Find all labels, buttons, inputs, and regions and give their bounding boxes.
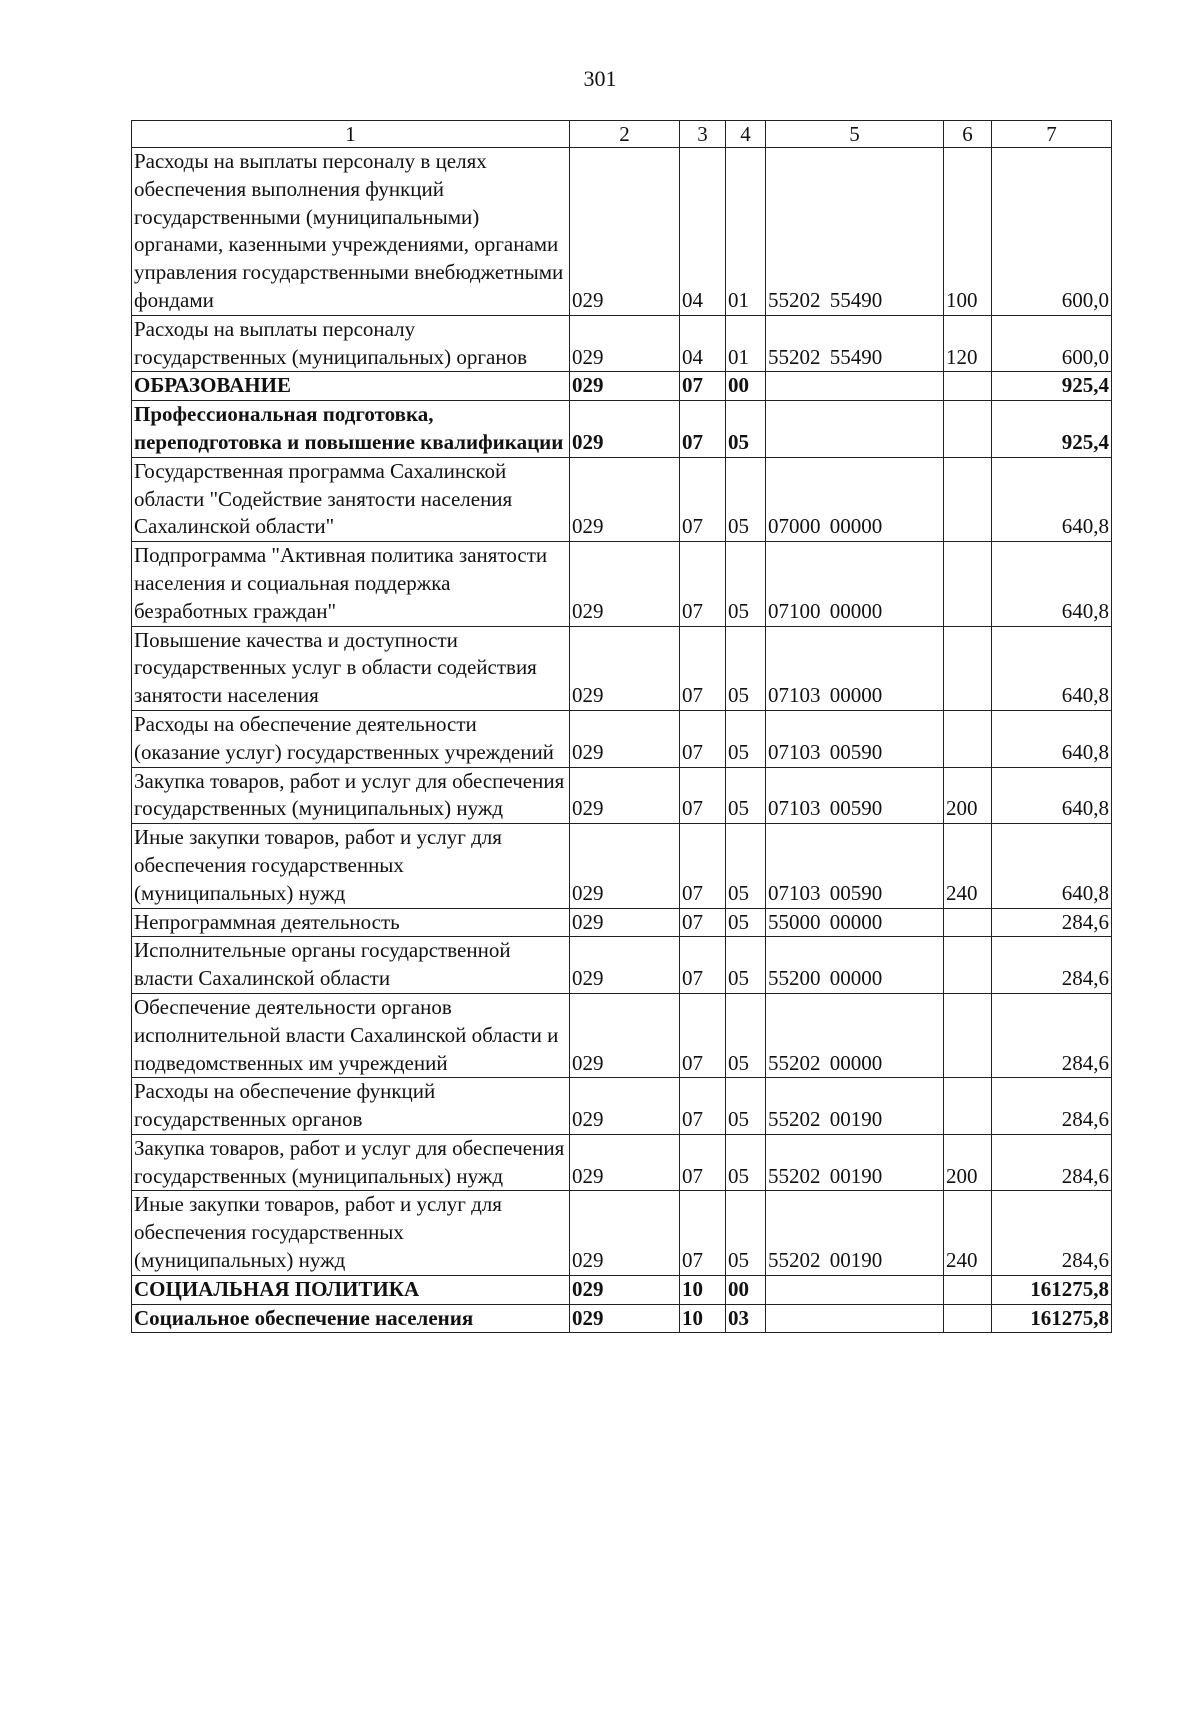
ministry-code-cell: 029 <box>570 1191 680 1275</box>
row-name-cell: Иные закупки товаров, работ и услуг для обеспечения государственных (муниципальных) нужд <box>132 1191 570 1275</box>
expense-type-cell: 240 <box>944 824 992 908</box>
target-article-cell: 07103 00590 <box>766 710 944 767</box>
expense-type-cell: 100 <box>944 148 992 316</box>
table-row <box>132 1304 1112 1333</box>
expense-type-cell <box>944 626 992 710</box>
budget-table <box>131 120 1112 1333</box>
section-cell: 07 <box>680 1191 726 1275</box>
target-article-cell: 55202 55490 <box>766 315 944 372</box>
amount-cell: 640,8 <box>992 542 1112 626</box>
section-cell: 10 <box>680 1304 726 1333</box>
section-cell: 07 <box>680 908 726 937</box>
ministry-code-cell: 029 <box>570 908 680 937</box>
target-article-cell <box>766 401 944 458</box>
section-cell: 07 <box>680 824 726 908</box>
column-header: 4 <box>726 121 766 148</box>
subsection-cell: 03 <box>726 1304 766 1333</box>
expense-type-cell <box>944 908 992 937</box>
subsection-cell: 01 <box>726 148 766 316</box>
target-article-cell: 55202 00190 <box>766 1191 944 1275</box>
subsection-cell: 05 <box>726 457 766 541</box>
target-article-cell: 07103 00590 <box>766 767 944 824</box>
target-article-cell: 55200 00000 <box>766 937 944 994</box>
column-header: 7 <box>992 121 1112 148</box>
amount-cell: 640,8 <box>992 710 1112 767</box>
table-row <box>132 1275 1112 1304</box>
target-article-cell: 07000 00000 <box>766 457 944 541</box>
expense-type-cell <box>944 372 992 401</box>
section-cell: 10 <box>680 1275 726 1304</box>
section-cell: 07 <box>680 401 726 458</box>
subsection-cell: 00 <box>726 372 766 401</box>
expense-type-cell <box>944 937 992 994</box>
section-cell: 07 <box>680 767 726 824</box>
ministry-code-cell: 029 <box>570 993 680 1077</box>
row-name-cell: Расходы на обеспечение функций государственных органов <box>132 1078 570 1135</box>
table-row <box>132 401 1112 458</box>
row-name-cell: Государственная программа Сахалинской области "Содействие занятости населения Сахалинской области" <box>132 457 570 541</box>
amount-cell: 284,6 <box>992 1134 1112 1191</box>
row-name-cell: СОЦИАЛЬНАЯ ПОЛИТИКА <box>132 1275 570 1304</box>
expense-type-cell <box>944 1304 992 1333</box>
row-name-cell: Закупка товаров, работ и услуг для обеспечения государственных (муниципальных) нужд <box>132 1134 570 1191</box>
table-row <box>132 824 1112 908</box>
ministry-code-cell: 029 <box>570 372 680 401</box>
table-row <box>132 626 1112 710</box>
subsection-cell: 05 <box>726 824 766 908</box>
table-row <box>132 148 1112 316</box>
section-cell: 04 <box>680 148 726 316</box>
subsection-cell: 05 <box>726 401 766 458</box>
expense-type-cell <box>944 1275 992 1304</box>
subsection-cell: 05 <box>726 626 766 710</box>
table-row <box>132 315 1112 372</box>
amount-cell: 161275,8 <box>992 1275 1112 1304</box>
section-cell: 07 <box>680 1134 726 1191</box>
table-row <box>132 1078 1112 1135</box>
page-number: 301 <box>583 66 617 91</box>
target-article-cell: 07100 00000 <box>766 542 944 626</box>
row-name-cell: Обеспечение деятельности органов исполнительной власти Сахалинской области и подведомственных им учреждений <box>132 993 570 1077</box>
section-cell: 07 <box>680 626 726 710</box>
subsection-cell: 05 <box>726 710 766 767</box>
expense-type-cell <box>944 993 992 1077</box>
amount-cell: 284,6 <box>992 1078 1112 1135</box>
ministry-code-cell: 029 <box>570 1275 680 1304</box>
section-cell: 07 <box>680 710 726 767</box>
subsection-cell: 05 <box>726 542 766 626</box>
ministry-code-cell: 029 <box>570 401 680 458</box>
column-header: 6 <box>944 121 992 148</box>
table-row <box>132 372 1112 401</box>
expense-type-cell <box>944 1078 992 1135</box>
target-article-cell: 07103 00590 <box>766 824 944 908</box>
amount-cell: 161275,8 <box>992 1304 1112 1333</box>
ministry-code-cell: 029 <box>570 148 680 316</box>
row-name-cell: Закупка товаров, работ и услуг для обеспечения государственных (муниципальных) нужд <box>132 767 570 824</box>
column-header: 5 <box>766 121 944 148</box>
section-cell: 07 <box>680 457 726 541</box>
row-name-cell: Расходы на обеспечение деятельности (оказание услуг) государственных учреждений <box>132 710 570 767</box>
ministry-code-cell: 029 <box>570 1304 680 1333</box>
ministry-code-cell: 029 <box>570 1134 680 1191</box>
subsection-cell: 00 <box>726 1275 766 1304</box>
row-name-cell: ОБРАЗОВАНИЕ <box>132 372 570 401</box>
subsection-cell: 01 <box>726 315 766 372</box>
amount-cell: 640,8 <box>992 626 1112 710</box>
ministry-code-cell: 029 <box>570 937 680 994</box>
row-name-cell: Расходы на выплаты персоналу государственных (муниципальных) органов <box>132 315 570 372</box>
target-article-cell: 55202 00190 <box>766 1134 944 1191</box>
amount-cell: 284,6 <box>992 1191 1112 1275</box>
row-name-cell: Профессиональная подготовка, переподготовка и повышение квалификации <box>132 401 570 458</box>
ministry-code-cell: 029 <box>570 315 680 372</box>
column-header: 3 <box>680 121 726 148</box>
table-row <box>132 993 1112 1077</box>
section-cell: 04 <box>680 315 726 372</box>
target-article-cell <box>766 1275 944 1304</box>
table-row <box>132 710 1112 767</box>
target-article-cell: 07103 00000 <box>766 626 944 710</box>
subsection-cell: 05 <box>726 1134 766 1191</box>
subsection-cell: 05 <box>726 993 766 1077</box>
target-article-cell: 55202 00000 <box>766 993 944 1077</box>
expense-type-cell <box>944 401 992 458</box>
target-article-cell: 55000 00000 <box>766 908 944 937</box>
target-article-cell <box>766 372 944 401</box>
ministry-code-cell: 029 <box>570 1078 680 1135</box>
ministry-code-cell: 029 <box>570 457 680 541</box>
section-cell: 07 <box>680 372 726 401</box>
table-row <box>132 1191 1112 1275</box>
subsection-cell: 05 <box>726 1191 766 1275</box>
row-name-cell: Социальное обеспечение населения <box>132 1304 570 1333</box>
section-cell: 07 <box>680 542 726 626</box>
table-row <box>132 767 1112 824</box>
table-row <box>132 542 1112 626</box>
amount-cell: 284,6 <box>992 993 1112 1077</box>
ministry-code-cell: 029 <box>570 824 680 908</box>
expense-type-cell: 200 <box>944 767 992 824</box>
table-row <box>132 1134 1112 1191</box>
section-cell: 07 <box>680 937 726 994</box>
amount-cell: 640,8 <box>992 457 1112 541</box>
target-article-cell: 55202 55490 <box>766 148 944 316</box>
amount-cell: 640,8 <box>992 824 1112 908</box>
expense-type-cell: 240 <box>944 1191 992 1275</box>
column-header: 2 <box>570 121 680 148</box>
ministry-code-cell: 029 <box>570 710 680 767</box>
expense-type-cell: 120 <box>944 315 992 372</box>
amount-cell: 925,4 <box>992 372 1112 401</box>
expense-type-cell: 200 <box>944 1134 992 1191</box>
target-article-cell <box>766 1304 944 1333</box>
subsection-cell: 05 <box>726 1078 766 1135</box>
ministry-code-cell: 029 <box>570 626 680 710</box>
row-name-cell: Иные закупки товаров, работ и услуг для обеспечения государственных (муниципальных) нужд <box>132 824 570 908</box>
section-cell: 07 <box>680 993 726 1077</box>
expense-type-cell <box>944 710 992 767</box>
amount-cell: 284,6 <box>992 937 1112 994</box>
row-name-cell: Исполнительные органы государственной власти Сахалинской области <box>132 937 570 994</box>
row-name-cell: Непрограммная деятельность <box>132 908 570 937</box>
target-article-cell: 55202 00190 <box>766 1078 944 1135</box>
subsection-cell: 05 <box>726 937 766 994</box>
expense-type-cell <box>944 457 992 541</box>
expense-type-cell <box>944 542 992 626</box>
table-header-row <box>132 121 1112 148</box>
amount-cell: 284,6 <box>992 908 1112 937</box>
subsection-cell: 05 <box>726 767 766 824</box>
ministry-code-cell: 029 <box>570 767 680 824</box>
row-name-cell: Подпрограмма "Активная политика занятости населения и социальная поддержка безработных граждан" <box>132 542 570 626</box>
amount-cell: 600,0 <box>992 315 1112 372</box>
subsection-cell: 05 <box>726 908 766 937</box>
table-row <box>132 908 1112 937</box>
section-cell: 07 <box>680 1078 726 1135</box>
amount-cell: 640,8 <box>992 767 1112 824</box>
ministry-code-cell: 029 <box>570 542 680 626</box>
row-name-cell: Повышение качества и доступности государственных услуг в области содействия занятости населения <box>132 626 570 710</box>
table-row <box>132 457 1112 541</box>
amount-cell: 600,0 <box>992 148 1112 316</box>
table-row <box>132 937 1112 994</box>
row-name-cell: Расходы на выплаты персоналу в целях обеспечения выполнения функций государственными (муниципальными) органами, казенными учреждениями, органами управления государственными внебюджетными фондами <box>132 148 570 316</box>
amount-cell: 925,4 <box>992 401 1112 458</box>
column-header: 1 <box>132 121 570 148</box>
